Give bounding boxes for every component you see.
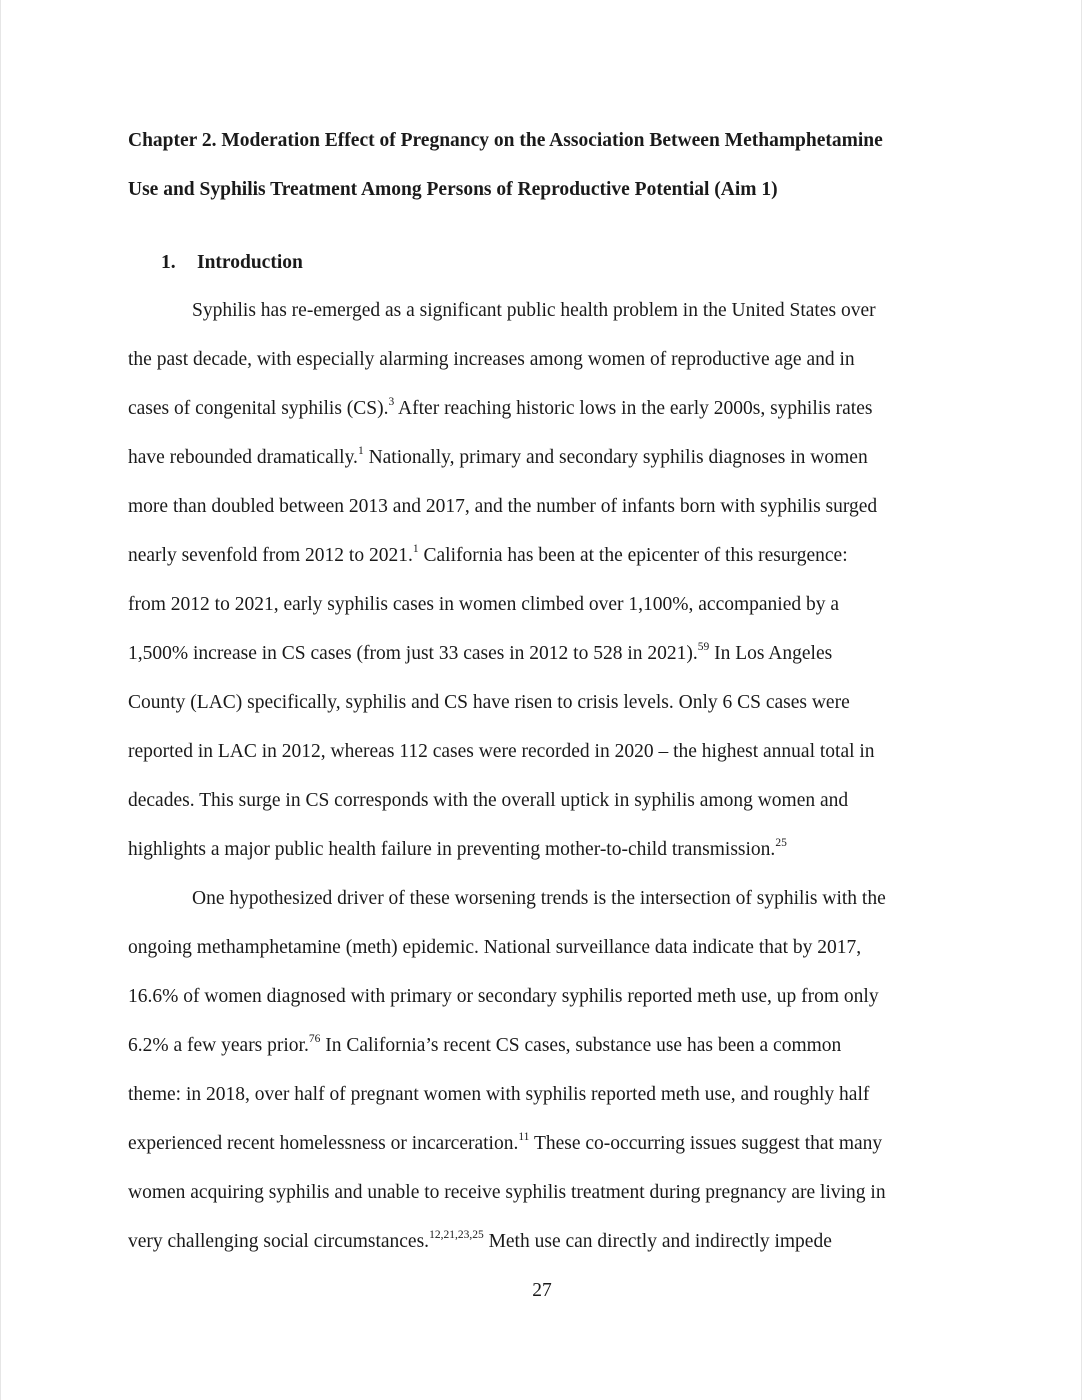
citation-superscript: 12,21,23,25 xyxy=(429,1228,484,1241)
text-line: highlights a major public health failure in preventing mother-to-child transmission.$^{25}$ xyxy=(128,836,787,860)
body-text xyxy=(128,286,968,1266)
text-line: have rebounded dramatically.$^1$ Nationally, primary and secondary syphilis diagnoses in women xyxy=(128,444,868,468)
text-line: Syphilis has re-emerged as a significant public health problem in the United States over xyxy=(192,300,876,321)
text-line: 6.2% a few years prior.$^{76}$ In California’s recent CS cases, substance use has been a common xyxy=(128,1032,842,1056)
text-line: decades. This surge in CS corresponds with the overall uptick in syphilis among women and xyxy=(128,790,849,811)
citation-superscript: 59 xyxy=(697,640,710,653)
text-line: 1,500% increase in CS cases (from just 33 cases in 2012 to 528 in 2021).$^{59}$ In Los Angeles xyxy=(128,640,833,664)
text-line: One hypothesized driver of these worsening trends is the intersection of syphilis with the xyxy=(192,888,886,909)
citation-superscript: 3 xyxy=(388,395,395,408)
citation-superscript: 1 xyxy=(357,444,364,457)
section-title: Introduction xyxy=(197,252,303,273)
chapter-title-line-1: Chapter 2. Moderation Effect of Pregnancy on the Association Between Methamphetamine xyxy=(128,130,883,151)
text-line: cases of congenital syphilis (CS).$^3$ After reaching historic lows in the early 2000s, syphilis rates xyxy=(128,395,873,419)
chapter-title xyxy=(128,116,968,214)
citation-superscript: 25 xyxy=(775,836,787,849)
text-line: 16.6% of women diagnosed with primary or secondary syphilis reported meth use, up from only xyxy=(128,986,879,1007)
text-line: theme: in 2018, over half of pregnant women with syphilis reported meth use, and roughly half xyxy=(128,1084,870,1105)
citation-superscript: 11 xyxy=(518,1130,530,1143)
text-line: experienced recent homelessness or incarceration.$^{11}$ These co-occurring issues suggest that many xyxy=(128,1130,883,1154)
text-line: the past decade, with especially alarming increases among women of reproductive age and in xyxy=(128,349,855,370)
text-line: ongoing methamphetamine (meth) epidemic. National surveillance data indicate that by 2017, xyxy=(128,937,862,958)
text-line: more than doubled between 2013 and 2017, and the number of infants born with syphilis surged xyxy=(128,496,878,517)
text-line: reported in LAC in 2012, whereas 112 cases were recorded in 2020 – the highest annual total in xyxy=(128,741,875,762)
chapter-title-line-2: Use and Syphilis Treatment Among Persons of Reproductive Potential (Aim 1) xyxy=(128,179,778,200)
text-line: very challenging social circumstances.$^{12,21,23,25}$ Meth use can directly and indirectly impede xyxy=(128,1228,832,1252)
section-number: 1. xyxy=(161,252,176,273)
text-line: nearly sevenfold from 2012 to 2021.$^1$ California has been at the epicenter of this resurgence: xyxy=(128,542,848,566)
page-number: 27 xyxy=(532,1280,552,1301)
citation-superscript: 76 xyxy=(308,1032,321,1045)
text-line: from 2012 to 2021, early syphilis cases in women climbed over 1,100%, accompanied by a xyxy=(128,594,840,615)
text-line: women acquiring syphilis and unable to receive syphilis treatment during pregnancy are living in xyxy=(128,1182,886,1203)
section-heading xyxy=(161,238,303,287)
citation-superscript: 1 xyxy=(412,542,419,555)
text-line: County (LAC) specifically, syphilis and CS have risen to crisis levels. Only 6 CS cases were xyxy=(128,692,850,713)
